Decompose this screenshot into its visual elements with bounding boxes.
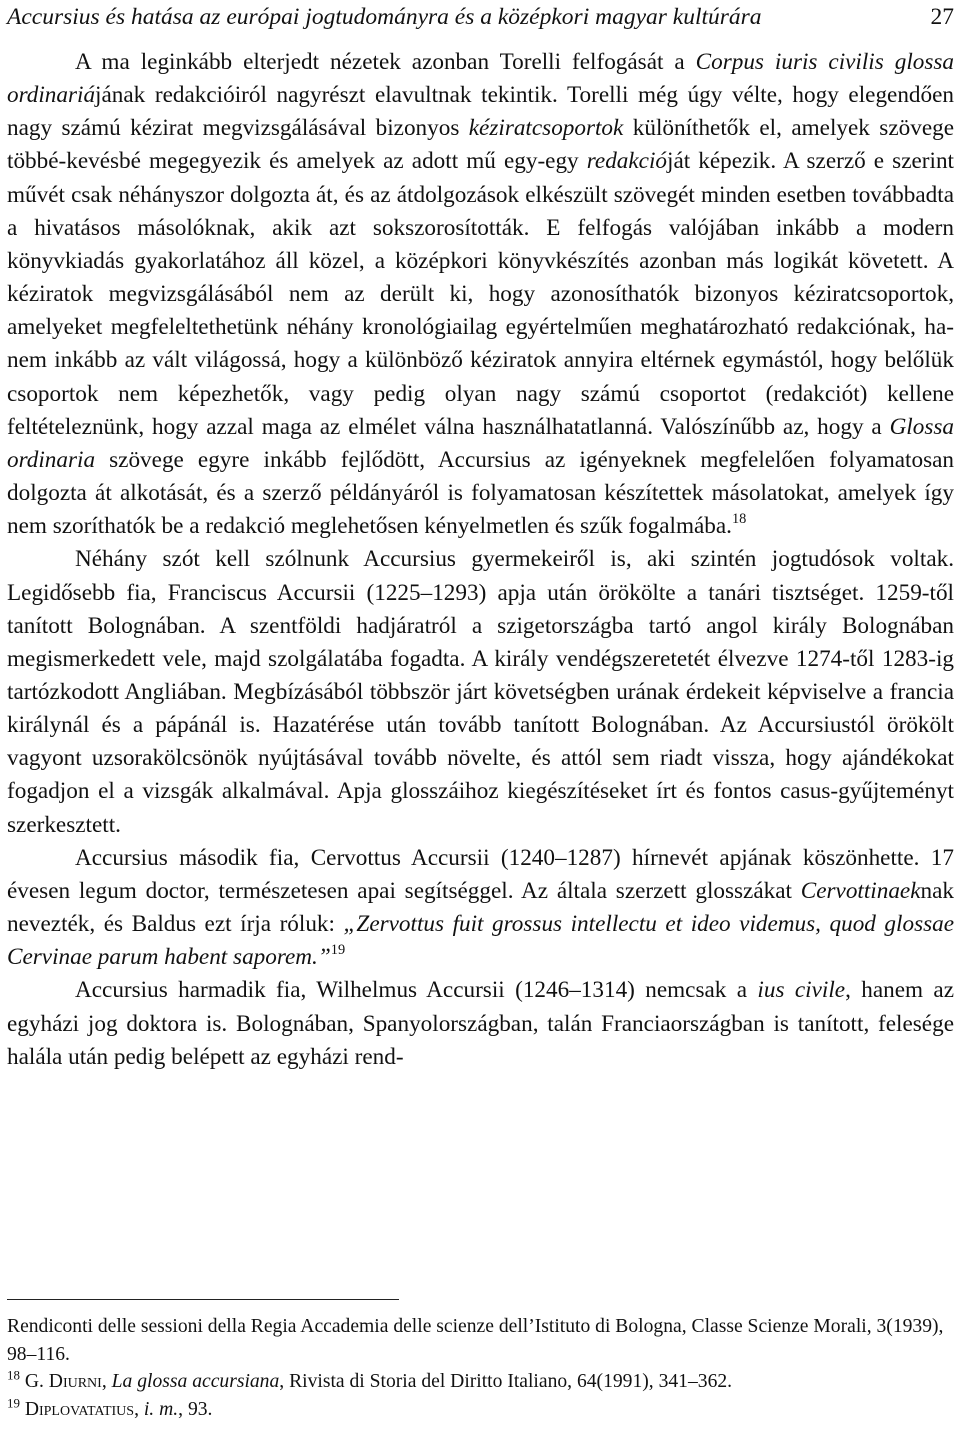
author-name: iplovatatius (38, 1398, 135, 1420)
separator: , (101, 1371, 112, 1392)
text-run: Accursius második fia, Cervottus Accursii (1240–1287) hírnevét apjának köszönhette. 17 évesen legum doctor, természetesen apai segítséggel. Az általa szerzett glosszákat (7, 844, 954, 904)
footnote-divider (7, 1299, 399, 1300)
body-text (7, 46, 954, 1074)
page-number: 27 (930, 4, 954, 30)
footnote-ref-19[interactable]: 19 (330, 942, 346, 959)
text-run: nak nevezték, és Baldus ezt írja róluk: (7, 877, 954, 938)
running-header (7, 0, 954, 32)
italic-run: redakció (586, 148, 667, 175)
footnote-18 (7, 1368, 954, 1396)
text-run: A ma leginkább elterjedt nézetek azonban Torelli felfogását a (75, 49, 696, 75)
paragraph-1 (7, 46, 954, 543)
footnote-number: 18 (7, 1367, 20, 1383)
italic-run: ius civile (757, 977, 846, 1004)
text-run: különíthetők el, amelyek szövege többé-kevésbé megegyezik és amelyek az adott mű egy-egy (7, 115, 954, 175)
author-initial: G. D (24, 1371, 63, 1392)
paragraph-3 (7, 842, 954, 975)
text-run: Accursius harmadik fia, Wilhelmus Accursii (1246–1314) nemcsak a (75, 977, 758, 1004)
author-initial: D (24, 1398, 39, 1420)
text-run: ját képezik. A szerző e szerint művét csak néhányszor dolgozta át, és az átdolgozások elkészült szövegét minden esetben továbbadta a hivatásos másolóknak, akik azt sokszorosították. E felfogás valójában inkább a modern könyvkiadás gyakorlatához áll közel, a középkori könyvkészítés azonban más logikát követett. A kéziratok megvizsgálásából nem az derült ki, hogy azonosíthatók bizonyos kéziratcsoportok, amelyeket megfeleltethetünk néhány kronológiailag egyértelműen meghatározható redakciónak, hanem inkább az vált világossá, hogy a különböző kéziratok annyira eltérnek egymástól, hogy belőlük csoportok nem képezhetők, vagy pedig olyan nagy számú csoportot (redakciót) kellene feltételeznünk, hogy azzal maga az elmélet válna használhatatlanná. Valószínűbb az, hogy a (7, 148, 954, 440)
latin-quote: „Zervottus fuit grossus intellectu et ideo videmus, quod glossae Cervinae parum habent saporem.” (7, 911, 954, 971)
footnote-number: 19 (7, 1394, 20, 1410)
author-name: iurni (62, 1371, 102, 1392)
footnote-19 (7, 1396, 954, 1424)
italic-run: Corpus iuris civilis glossa ordinariá (7, 49, 955, 109)
citation-rest: , 93. (178, 1398, 213, 1420)
paragraph-2: Néhány szót kell szólnunk Accursius gyermekeiről is, aki szintén jogtudósok voltak. Legidősebb fia, Franciscus Accursii (1225–1293) apja után örökölte a tanári tisztséget. 1259-től tanított Bolognában. A szentföldi hadjáratról a szigetországba tartó angol király Bolognában megismerkedett vele, majd szolgálatába fogadta. A király vendégszeretetét élvezve 1274-től 1283-ig tartózkodott Angliában. Megbízásából többször járt követségben urának érdekeit képviselve a francia királynál és a pápánál is. Hazatérése után tovább tanított Bolognában. Az Accursiustól örökölt vagyont uzsorakölcsönök nyújtásával tovább növelte, és attól sem riadt vissza, hogy ajándékokat fogadjon el a vizsgák alkalmával. Apja glosszáihoz kiegészítéseket írt és fontos casus-gyűjteményt szerkesztett. (7, 546, 954, 838)
separator: , (134, 1398, 144, 1420)
running-title: Accursius és hatása az európai jogtudományra és a középkori magyar kultúrára (7, 4, 762, 30)
work-title: La glossa accursiana (111, 1371, 280, 1392)
text-run: szövege egyre inkább fejlődött, Accursius az igényeknek megfelelően folyamatosan dolgozta át alkotását, és a szerző példányáról is folyamatosan készítettek másolatokat, amelyek így nem szoríthatók be a redakció meglehetősen kényelmetlen és szűk fogalmába. (7, 446, 954, 540)
text-run: jának redakcióiról nagyrészt elavultnak tekintik. Torelli még úgy vélte, hogy elegendően nagy számú kézirat megvizsgálásával bizonyos (7, 82, 954, 142)
text-run: , hanem az egyházi jog doktora is. Bolognában, Spanyolországban, talán Franciaországban is tanított, felesége halála után pedig belépett az egyházi rend- (7, 977, 954, 1070)
citation-rest: , Rivista di Storia del Diritto Italiano, 64(1991), 341–362. (279, 1371, 733, 1392)
footnotes (7, 1313, 954, 1423)
footnote-ref-18[interactable]: 18 (731, 511, 747, 528)
footnote-continuation: Rendiconti delle sessioni della Regia Accademia delle scienze dell’Istituto di Bologna, Classe Scienze Morali, 3(1939), 98–116. (7, 1316, 944, 1365)
citation-ref: i. m. (143, 1398, 179, 1420)
italic-run: Glossa ordinaria (7, 413, 954, 473)
italic-run: Cervottinaek (800, 877, 921, 904)
italic-run: kéziratcsoportok (468, 115, 624, 142)
paragraph-4 (7, 974, 954, 1073)
